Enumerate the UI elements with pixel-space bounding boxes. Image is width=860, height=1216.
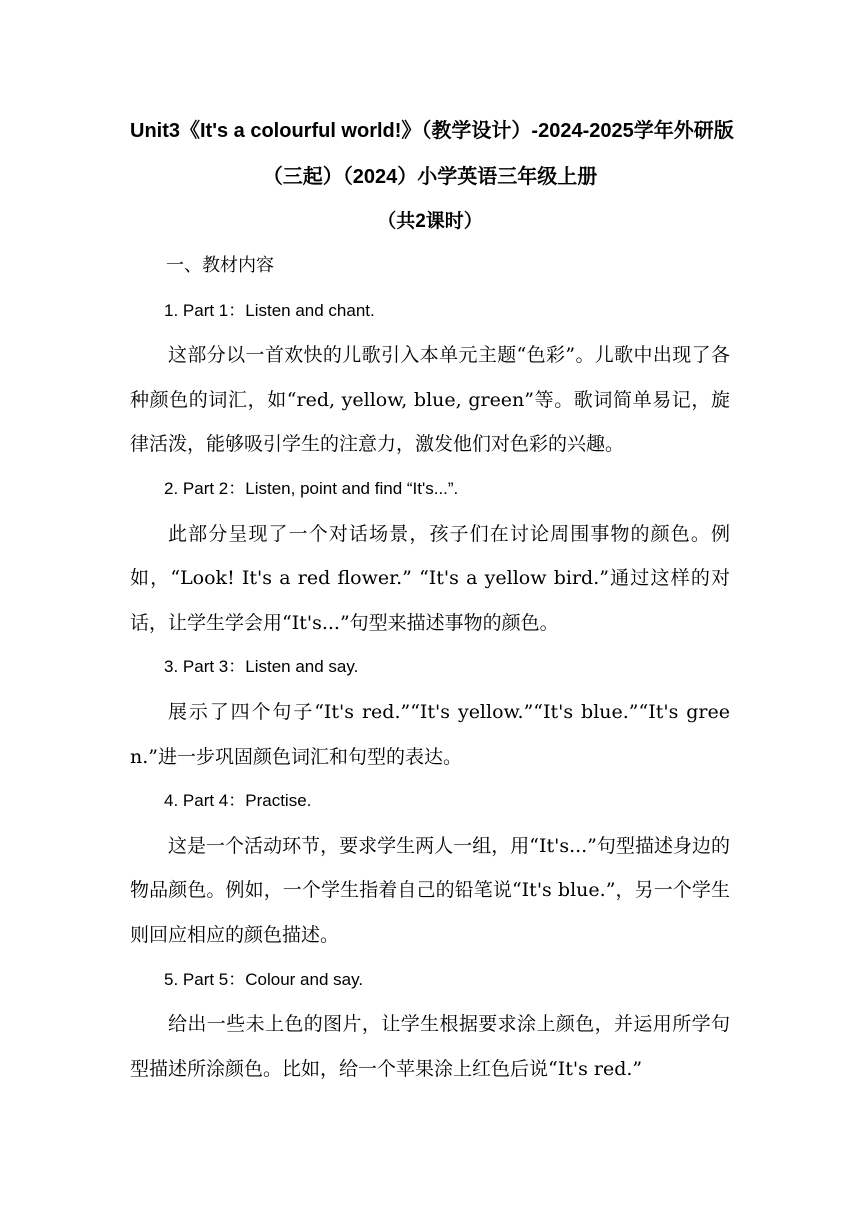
part-4-text: 这是一个活动环节，要求学生两人一组，用“It's...”句型描述身边的物品颜色。例如，一个学生指着自己的铅笔说“It's blue.”，另一个学生则回应相应的颜色描述。	[130, 834, 730, 946]
part-1-heading: 1. Part 1：Listen and chant.	[164, 300, 375, 320]
part-3-heading: 3. Part 3：Listen and say.	[164, 657, 359, 677]
part-4-heading: 4. Part 4：Practise.	[164, 791, 312, 811]
part-3-text: 展示了四个句子“It's red.”“It's yellow.”“It's blue.”“It's green.”进一步巩固颜色词汇和句型的表达。	[130, 700, 730, 768]
document-title-line-1: Unit3《It's a colourful world!》（教学设计）-2024-2025学年外研版	[130, 120, 734, 142]
part-1-text: 这部分以一首欢快的儿歌引入本单元主题“色彩”。儿歌中出现了各种颜色的词汇，如“red, yellow, blue, green”等。歌词简单易记，旋律活泼，能够吸引学生的注意力，激发他们对色彩的兴趣。	[130, 344, 730, 456]
document-title-line-2: （三起）（2024）小学英语三年级上册	[262, 166, 598, 188]
lesson-count: （共2课时）	[377, 211, 483, 232]
section-heading-textbook-content: 一、教材内容	[166, 255, 274, 276]
part-5-text: 给出一些未上色的图片，让学生根据要求涂上颜色，并运用所学句型描述所涂颜色。比如，给一个苹果涂上红色后说“It's red.”	[130, 1013, 730, 1080]
part-2-text: 此部分呈现了一个对话场景，孩子们在讨论周围事物的颜色。例如，“Look! It's a red flower.” “It's a yellow bird.”通过这样的对话，让学生学会用“It's...”句型来描述事物的颜色。	[130, 522, 730, 634]
part-2-heading: 2. Part 2：Listen, point and find “It's...”.	[164, 478, 459, 498]
document-page	[130, 108, 734, 1091]
part-5-heading: 5. Part 5：Colour and say.	[164, 969, 364, 989]
